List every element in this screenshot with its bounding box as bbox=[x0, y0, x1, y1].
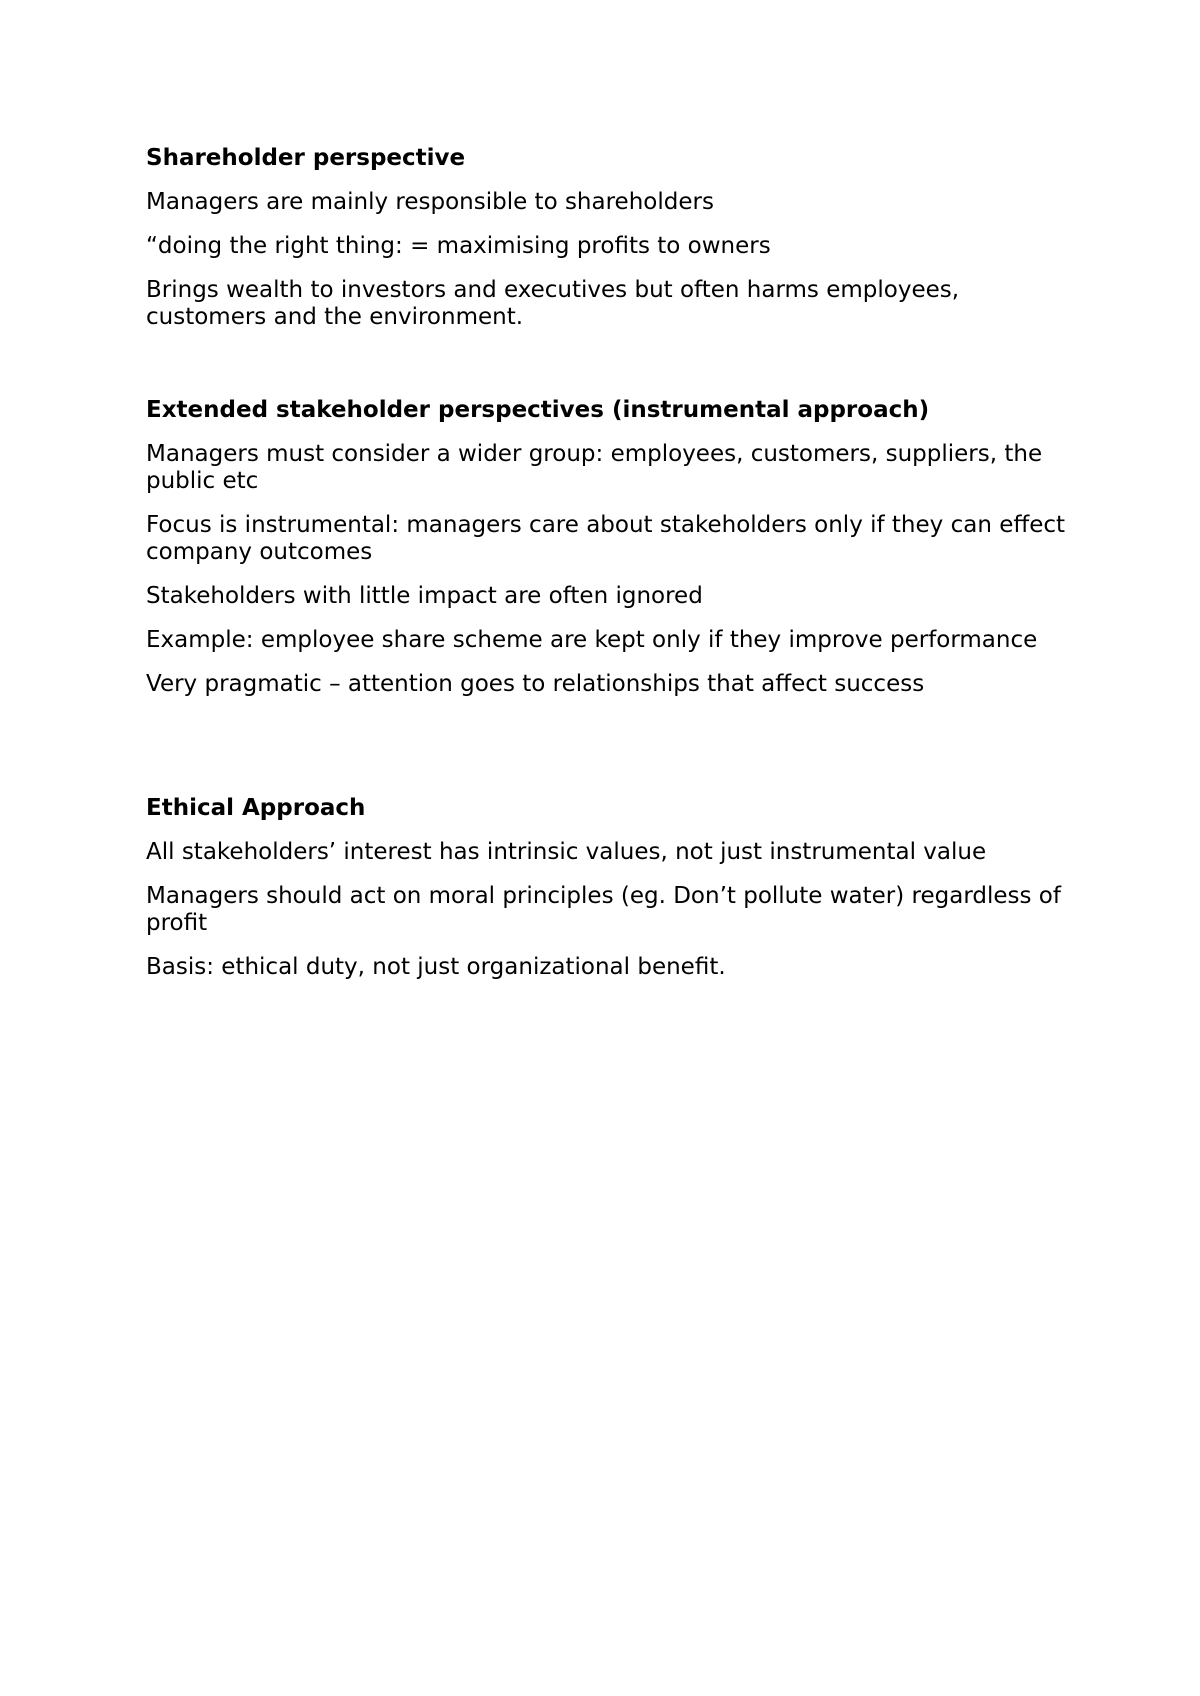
paragraph: “doing the right thing: = maximising profits to owners bbox=[146, 233, 771, 259]
paragraph: Brings wealth to investors and executives but often harms employees, customers and the environment. bbox=[146, 277, 960, 330]
section-extended-stakeholder bbox=[146, 397, 1076, 715]
paragraph: All stakeholders’ interest has intrinsic values, not just instrumental value bbox=[146, 839, 987, 865]
paragraph: Managers should act on moral principles (eg. Don’t pollute water) regardless of profit bbox=[146, 883, 1061, 936]
paragraph: Managers are mainly responsible to shareholders bbox=[146, 189, 714, 215]
paragraph: Managers must consider a wider group: employees, customers, suppliers, the public etc bbox=[146, 441, 1043, 494]
paragraph: Very pragmatic – attention goes to relationships that affect success bbox=[146, 671, 925, 697]
paragraph: Focus is instrumental: managers care about stakeholders only if they can effect company outcomes bbox=[146, 512, 1066, 565]
section-ethical-approach bbox=[146, 795, 1076, 998]
paragraph: Example: employee share scheme are kept only if they improve performance bbox=[146, 627, 1038, 653]
paragraph: Stakeholders with little impact are often ignored bbox=[146, 583, 703, 609]
section-heading: Extended stakeholder perspectives (instrumental approach) bbox=[146, 397, 930, 423]
section-heading: Shareholder perspective bbox=[146, 145, 466, 171]
section-shareholder-perspective bbox=[146, 145, 1076, 348]
paragraph: Basis: ethical duty, not just organizational benefit. bbox=[146, 954, 726, 980]
section-heading: Ethical Approach bbox=[146, 795, 366, 821]
